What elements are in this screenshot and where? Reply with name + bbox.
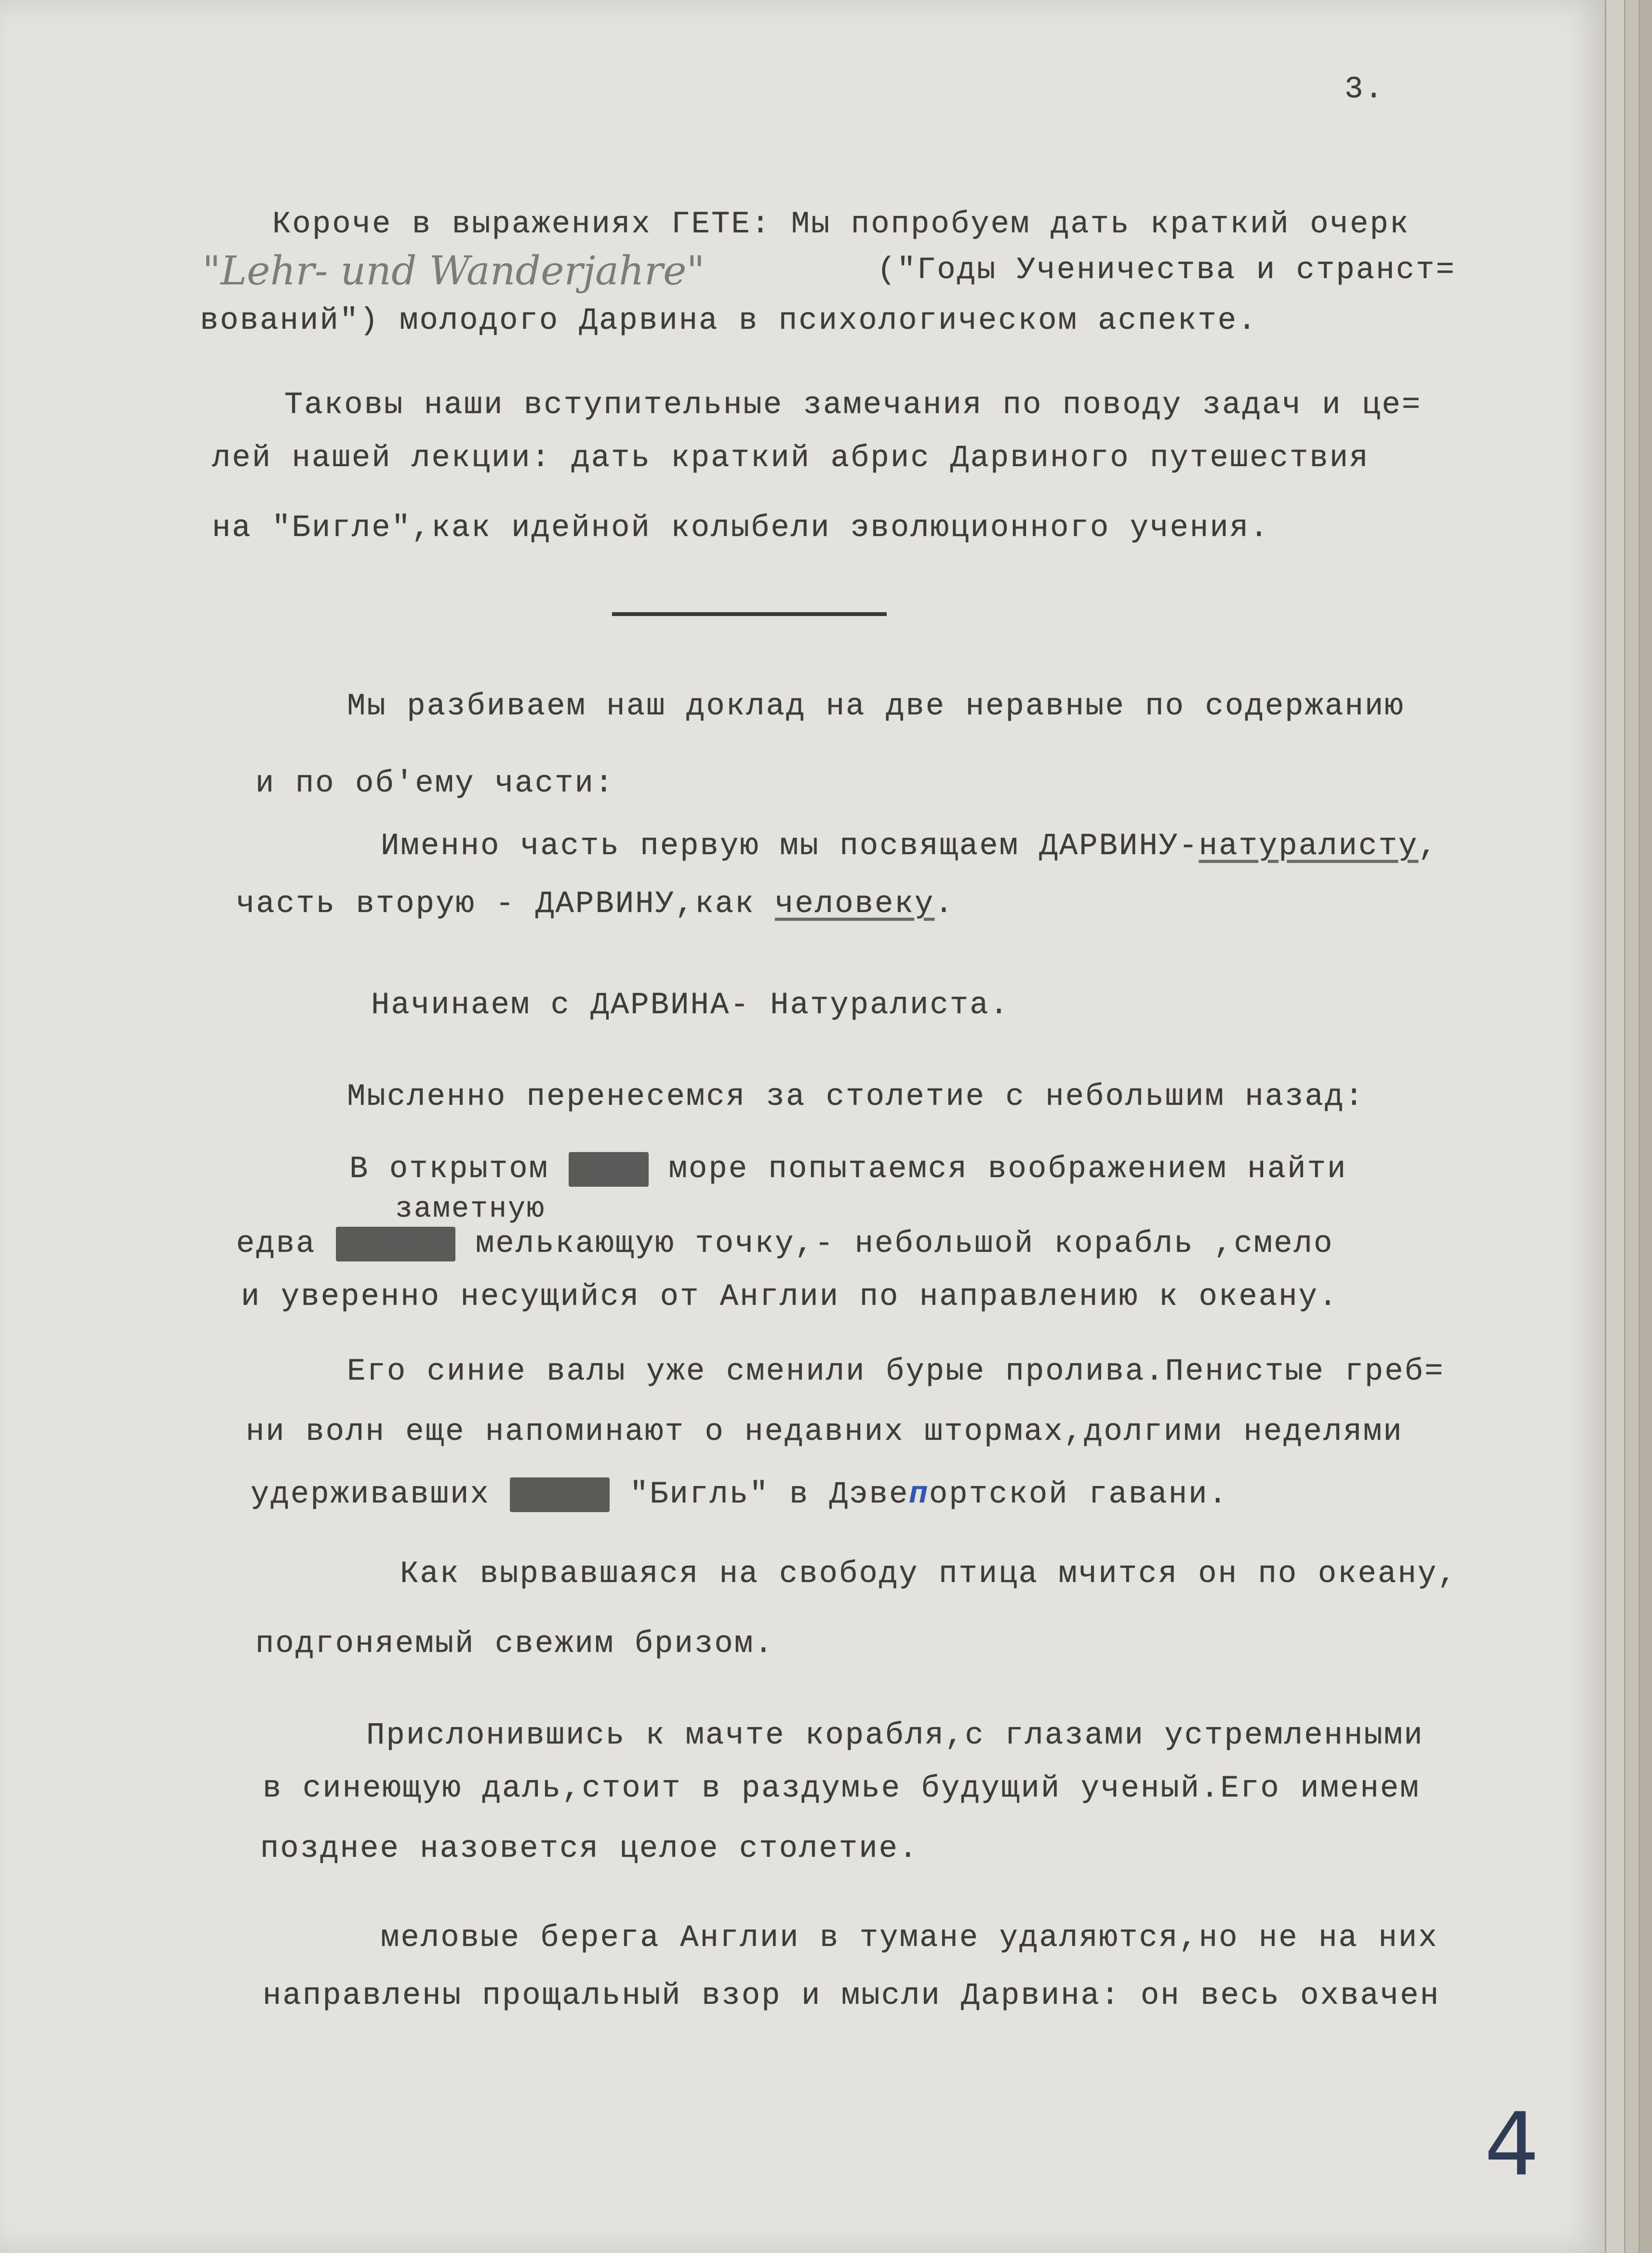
text-line-1: Короче в выражениях ГЕТЕ: Мы попробуем дать краткий очерк bbox=[272, 207, 1410, 242]
text-line-9-a: Именно часть первую мы посвящаем ДАРВИНУ- bbox=[381, 829, 1199, 864]
page-stack-edge-3 bbox=[1639, 0, 1652, 2253]
text-line-4: Таковы наши вступительные замечания по поводу задач и це= bbox=[284, 388, 1422, 423]
text-line-18-a: удерживавших bbox=[251, 1477, 510, 1512]
text-line-8: и по об'ему части: bbox=[255, 766, 615, 801]
text-line-11: Начинаем с ДАРВИНА- Натуралиста. bbox=[371, 988, 1010, 1023]
page-stack-edge-1 bbox=[1605, 0, 1625, 2253]
text-line-18-c: "Бигль" в Дэве bbox=[610, 1477, 909, 1512]
text-line-13-a: В открытом bbox=[349, 1152, 569, 1187]
text-line-2: ("Годы Ученичества и странст= bbox=[877, 253, 1456, 288]
text-line-7: Мы разбиваем наш доклад на две неравные по содержанию bbox=[347, 689, 1405, 724]
text-line-9 bbox=[381, 829, 1439, 864]
text-line-13 bbox=[349, 1152, 1347, 1187]
struck-word-2: шшшшшш bbox=[336, 1227, 456, 1261]
text-line-23: позднее назовется целое столетие. bbox=[260, 1832, 919, 1866]
text-line-21: Прислонившись к мачте корабля,с глазами устремленными bbox=[366, 1718, 1424, 1753]
text-line-13-c: море попытаемся воображением найти bbox=[649, 1152, 1347, 1187]
text-line-18-e: ортской гавани. bbox=[929, 1477, 1228, 1512]
underlined-naturalist: натуралисту bbox=[1199, 829, 1419, 864]
handwritten-title: "Lehr- und Wanderjahre" bbox=[202, 248, 705, 294]
text-line-17: ни волн еще напоминают о недавних штормах,долгими неделями bbox=[246, 1415, 1403, 1449]
text-line-18 bbox=[251, 1477, 1228, 1512]
underlined-human: человеку bbox=[774, 887, 935, 922]
text-line-6: на "Бигле",как идейной колыбели эволюционного учения. bbox=[212, 511, 1270, 546]
text-line-19: Как вырвавшаяся на свободу птица мчится он по океану, bbox=[400, 1557, 1458, 1592]
struck-word-1: шшшш bbox=[569, 1152, 649, 1187]
text-line-20: подгоняемый свежим бризом. bbox=[255, 1627, 774, 1662]
text-line-15: и уверенно несущийся от Англии по направлению к океану. bbox=[241, 1280, 1339, 1314]
text-line-10-a: часть вторую - ДАРВИНУ,как bbox=[236, 887, 775, 922]
text-line-3: вований") молодого Дарвина в психологическом аспекте. bbox=[200, 304, 1258, 338]
text-line-10 bbox=[236, 887, 955, 922]
text-line-24: меловые берега Англии в тумане удаляются,но не на них bbox=[381, 1921, 1439, 1956]
text-line-14 bbox=[236, 1227, 1333, 1261]
text-line-22: в синеющую даль,стоит в раздумье будущий ученый.Его именем bbox=[263, 1771, 1420, 1806]
text-line-12: Мысленно перенесемся за столетие с небольшим назад: bbox=[347, 1080, 1365, 1114]
text-line-14-c: мелькающую точку,- небольшой корабль ,смело bbox=[455, 1227, 1334, 1261]
handwritten-correction: п bbox=[909, 1477, 929, 1512]
page-stack-edge-2 bbox=[1624, 0, 1640, 2253]
text-line-14-a: едва bbox=[236, 1227, 336, 1261]
text-line-9-c: , bbox=[1418, 829, 1439, 864]
text-line-10-c: . bbox=[934, 887, 955, 922]
text-line-25: направлены прощальный взор и мысли Дарвина: он весь охвачен bbox=[263, 1979, 1440, 2013]
text-line-5: лей нашей лекции: дать краткий абрис Дарвиного путешествия bbox=[212, 441, 1370, 476]
inserted-word: заметную bbox=[395, 1193, 546, 1226]
corner-handwritten-number: 4 bbox=[1484, 2094, 1540, 2195]
section-separator bbox=[612, 612, 887, 616]
page-number: 3. bbox=[1345, 72, 1385, 107]
struck-word-3: шшшшш bbox=[510, 1477, 610, 1512]
text-line-16: Его синие валы уже сменили бурые пролива.Пенистые греб= bbox=[347, 1354, 1445, 1389]
